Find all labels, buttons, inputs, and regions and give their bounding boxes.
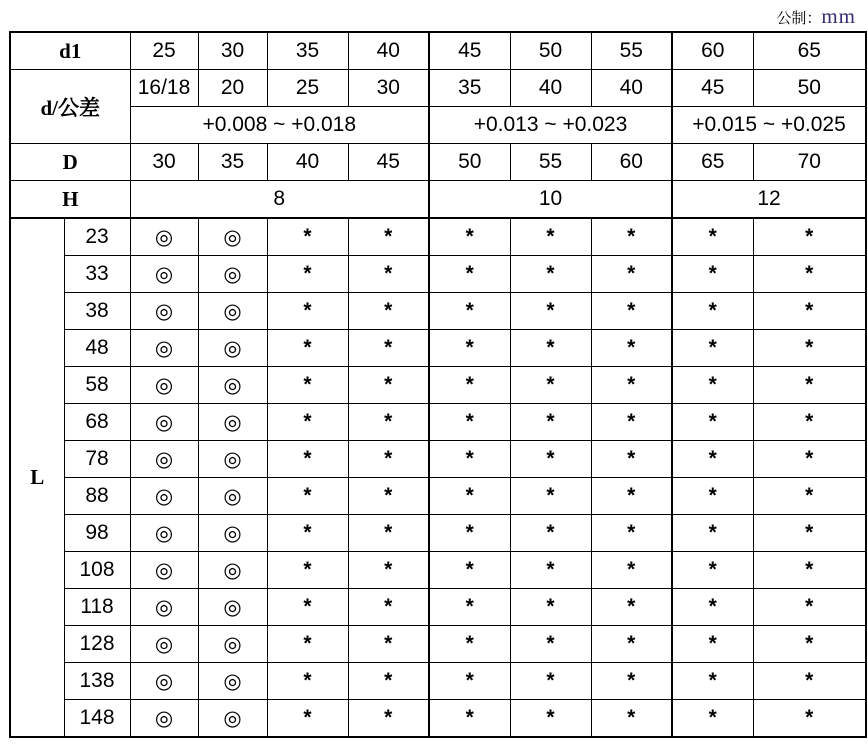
stock-mark: ◎ bbox=[130, 404, 198, 441]
L-row bbox=[10, 552, 866, 589]
stock-mark: ◎ bbox=[130, 626, 198, 663]
available-mark: * bbox=[591, 626, 672, 663]
available-mark: * bbox=[429, 367, 510, 404]
available-mark: * bbox=[429, 515, 510, 552]
D-header: D bbox=[10, 144, 130, 181]
available-mark: * bbox=[672, 330, 753, 367]
d1-value: 40 bbox=[348, 32, 429, 70]
d-value: 40 bbox=[510, 70, 591, 107]
stock-mark: ◎ bbox=[198, 367, 267, 404]
D-value: 70 bbox=[753, 144, 866, 181]
available-mark: * bbox=[429, 589, 510, 626]
stock-mark: ◎ bbox=[130, 663, 198, 700]
stock-mark: ◎ bbox=[130, 552, 198, 589]
stock-mark: ◎ bbox=[198, 218, 267, 256]
stock-mark: ◎ bbox=[130, 589, 198, 626]
available-mark: * bbox=[348, 404, 429, 441]
L-value: 108 bbox=[64, 552, 130, 589]
available-mark: * bbox=[672, 367, 753, 404]
available-mark: * bbox=[672, 293, 753, 330]
d1-value: 60 bbox=[672, 32, 753, 70]
available-mark: * bbox=[591, 552, 672, 589]
stock-mark: ◎ bbox=[130, 700, 198, 738]
available-mark: * bbox=[429, 330, 510, 367]
available-mark: * bbox=[753, 478, 866, 515]
available-mark: * bbox=[753, 700, 866, 738]
stock-mark: ◎ bbox=[130, 367, 198, 404]
L-row bbox=[10, 330, 866, 367]
available-mark: * bbox=[348, 330, 429, 367]
available-mark: * bbox=[510, 478, 591, 515]
L-row bbox=[10, 293, 866, 330]
L-value: 78 bbox=[64, 441, 130, 478]
stock-mark: ◎ bbox=[198, 293, 267, 330]
D-value: 35 bbox=[198, 144, 267, 181]
L-row bbox=[10, 663, 866, 700]
available-mark: * bbox=[753, 330, 866, 367]
available-mark: * bbox=[753, 256, 866, 293]
available-mark: * bbox=[267, 552, 348, 589]
L-row bbox=[10, 589, 866, 626]
L-row bbox=[10, 218, 866, 256]
L-value: 88 bbox=[64, 478, 130, 515]
available-mark: * bbox=[510, 700, 591, 738]
unit-prefix: 公制： bbox=[776, 9, 822, 27]
available-mark: * bbox=[348, 626, 429, 663]
available-mark: * bbox=[429, 441, 510, 478]
D-value: 30 bbox=[130, 144, 198, 181]
tolerance-value: +0.013 ~ +0.023 bbox=[429, 107, 672, 144]
spec-table bbox=[9, 31, 867, 738]
stock-mark: ◎ bbox=[198, 478, 267, 515]
available-mark: * bbox=[348, 663, 429, 700]
d-value: 35 bbox=[429, 70, 510, 107]
available-mark: * bbox=[591, 700, 672, 738]
stock-mark: ◎ bbox=[198, 256, 267, 293]
available-mark: * bbox=[429, 218, 510, 256]
D-row bbox=[10, 144, 866, 181]
available-mark: * bbox=[510, 404, 591, 441]
available-mark: * bbox=[510, 218, 591, 256]
available-mark: * bbox=[591, 256, 672, 293]
stock-mark: ◎ bbox=[198, 589, 267, 626]
L-value: 148 bbox=[64, 700, 130, 738]
available-mark: * bbox=[267, 293, 348, 330]
d-value: 25 bbox=[267, 70, 348, 107]
available-mark: * bbox=[429, 256, 510, 293]
d1-value: 30 bbox=[198, 32, 267, 70]
available-mark: * bbox=[591, 589, 672, 626]
available-mark: * bbox=[267, 330, 348, 367]
tolerance-row bbox=[10, 107, 866, 144]
tolerance-value: +0.015 ~ +0.025 bbox=[672, 107, 866, 144]
available-mark: * bbox=[267, 441, 348, 478]
L-header: L bbox=[10, 218, 64, 737]
available-mark: * bbox=[753, 293, 866, 330]
available-mark: * bbox=[753, 441, 866, 478]
stock-mark: ◎ bbox=[198, 626, 267, 663]
stock-mark: ◎ bbox=[130, 218, 198, 256]
available-mark: * bbox=[429, 478, 510, 515]
d-value: 16/18 bbox=[130, 70, 198, 107]
available-mark: * bbox=[267, 256, 348, 293]
available-mark: * bbox=[591, 218, 672, 256]
L-row bbox=[10, 441, 866, 478]
L-row bbox=[10, 404, 866, 441]
available-mark: * bbox=[591, 404, 672, 441]
unit-label bbox=[776, 5, 856, 27]
available-mark: * bbox=[672, 700, 753, 738]
H-value: 8 bbox=[130, 181, 429, 219]
available-mark: * bbox=[753, 663, 866, 700]
available-mark: * bbox=[348, 293, 429, 330]
d1-value: 55 bbox=[591, 32, 672, 70]
available-mark: * bbox=[672, 441, 753, 478]
H-value: 10 bbox=[429, 181, 672, 219]
L-row bbox=[10, 256, 866, 293]
L-value: 38 bbox=[64, 293, 130, 330]
available-mark: * bbox=[672, 404, 753, 441]
available-mark: * bbox=[672, 218, 753, 256]
available-mark: * bbox=[753, 626, 866, 663]
stock-mark: ◎ bbox=[198, 404, 267, 441]
available-mark: * bbox=[429, 293, 510, 330]
spec-table-body bbox=[10, 32, 866, 737]
available-mark: * bbox=[510, 626, 591, 663]
L-value: 118 bbox=[64, 589, 130, 626]
L-row bbox=[10, 367, 866, 404]
d-value: 45 bbox=[672, 70, 753, 107]
H-header: H bbox=[10, 181, 130, 219]
stock-mark: ◎ bbox=[130, 293, 198, 330]
D-value: 65 bbox=[672, 144, 753, 181]
available-mark: * bbox=[267, 478, 348, 515]
d1-value: 65 bbox=[753, 32, 866, 70]
available-mark: * bbox=[348, 441, 429, 478]
D-value: 45 bbox=[348, 144, 429, 181]
available-mark: * bbox=[348, 256, 429, 293]
available-mark: * bbox=[753, 404, 866, 441]
available-mark: * bbox=[267, 626, 348, 663]
available-mark: * bbox=[672, 515, 753, 552]
available-mark: * bbox=[348, 515, 429, 552]
available-mark: * bbox=[672, 589, 753, 626]
available-mark: * bbox=[510, 293, 591, 330]
L-value: 33 bbox=[64, 256, 130, 293]
available-mark: * bbox=[267, 404, 348, 441]
stock-mark: ◎ bbox=[130, 515, 198, 552]
d-value: 40 bbox=[591, 70, 672, 107]
available-mark: * bbox=[429, 626, 510, 663]
available-mark: * bbox=[267, 367, 348, 404]
available-mark: * bbox=[591, 367, 672, 404]
available-mark: * bbox=[348, 700, 429, 738]
stock-mark: ◎ bbox=[130, 256, 198, 293]
L-value: 23 bbox=[64, 218, 130, 256]
L-value: 128 bbox=[64, 626, 130, 663]
available-mark: * bbox=[348, 478, 429, 515]
available-mark: * bbox=[510, 256, 591, 293]
d-value: 20 bbox=[198, 70, 267, 107]
L-row bbox=[10, 700, 866, 738]
tolerance-value: +0.008 ~ +0.018 bbox=[130, 107, 429, 144]
available-mark: * bbox=[510, 367, 591, 404]
unit-value: mm bbox=[821, 4, 856, 28]
available-mark: * bbox=[672, 626, 753, 663]
available-mark: * bbox=[753, 515, 866, 552]
available-mark: * bbox=[267, 700, 348, 738]
d-value: 50 bbox=[753, 70, 866, 107]
available-mark: * bbox=[753, 367, 866, 404]
L-row bbox=[10, 626, 866, 663]
available-mark: * bbox=[267, 218, 348, 256]
stock-mark: ◎ bbox=[198, 700, 267, 738]
d1-row bbox=[10, 32, 866, 70]
stock-mark: ◎ bbox=[130, 330, 198, 367]
stock-mark: ◎ bbox=[198, 441, 267, 478]
stock-mark: ◎ bbox=[198, 330, 267, 367]
available-mark: * bbox=[591, 293, 672, 330]
L-value: 68 bbox=[64, 404, 130, 441]
L-value: 58 bbox=[64, 367, 130, 404]
available-mark: * bbox=[591, 515, 672, 552]
available-mark: * bbox=[753, 552, 866, 589]
available-mark: * bbox=[348, 589, 429, 626]
L-value: 48 bbox=[64, 330, 130, 367]
available-mark: * bbox=[348, 218, 429, 256]
H-value: 12 bbox=[672, 181, 866, 219]
available-mark: * bbox=[510, 515, 591, 552]
available-mark: * bbox=[591, 478, 672, 515]
available-mark: * bbox=[267, 663, 348, 700]
H-row bbox=[10, 181, 866, 219]
available-mark: * bbox=[348, 367, 429, 404]
available-mark: * bbox=[429, 552, 510, 589]
available-mark: * bbox=[510, 441, 591, 478]
available-mark: * bbox=[591, 330, 672, 367]
available-mark: * bbox=[672, 256, 753, 293]
L-row bbox=[10, 515, 866, 552]
d-row bbox=[10, 70, 866, 107]
available-mark: * bbox=[591, 663, 672, 700]
available-mark: * bbox=[510, 330, 591, 367]
stock-mark: ◎ bbox=[130, 478, 198, 515]
available-mark: * bbox=[510, 589, 591, 626]
L-value: 138 bbox=[64, 663, 130, 700]
available-mark: * bbox=[591, 441, 672, 478]
d-tolerance-header: d/公差 bbox=[10, 70, 130, 144]
D-value: 50 bbox=[429, 144, 510, 181]
available-mark: * bbox=[429, 700, 510, 738]
stock-mark: ◎ bbox=[198, 515, 267, 552]
available-mark: * bbox=[672, 478, 753, 515]
available-mark: * bbox=[672, 663, 753, 700]
D-value: 55 bbox=[510, 144, 591, 181]
available-mark: * bbox=[672, 552, 753, 589]
D-value: 40 bbox=[267, 144, 348, 181]
d1-value: 50 bbox=[510, 32, 591, 70]
available-mark: * bbox=[348, 552, 429, 589]
available-mark: * bbox=[753, 218, 866, 256]
d1-value: 35 bbox=[267, 32, 348, 70]
d1-value: 45 bbox=[429, 32, 510, 70]
available-mark: * bbox=[429, 663, 510, 700]
stock-mark: ◎ bbox=[198, 663, 267, 700]
available-mark: * bbox=[267, 589, 348, 626]
L-value: 98 bbox=[64, 515, 130, 552]
available-mark: * bbox=[510, 663, 591, 700]
d1-header: d1 bbox=[10, 32, 130, 70]
L-row bbox=[10, 478, 866, 515]
stock-mark: ◎ bbox=[198, 552, 267, 589]
available-mark: * bbox=[753, 589, 866, 626]
D-value: 60 bbox=[591, 144, 672, 181]
available-mark: * bbox=[267, 515, 348, 552]
d1-value: 25 bbox=[130, 32, 198, 70]
available-mark: * bbox=[429, 404, 510, 441]
available-mark: * bbox=[510, 552, 591, 589]
stock-mark: ◎ bbox=[130, 441, 198, 478]
d-value: 30 bbox=[348, 70, 429, 107]
